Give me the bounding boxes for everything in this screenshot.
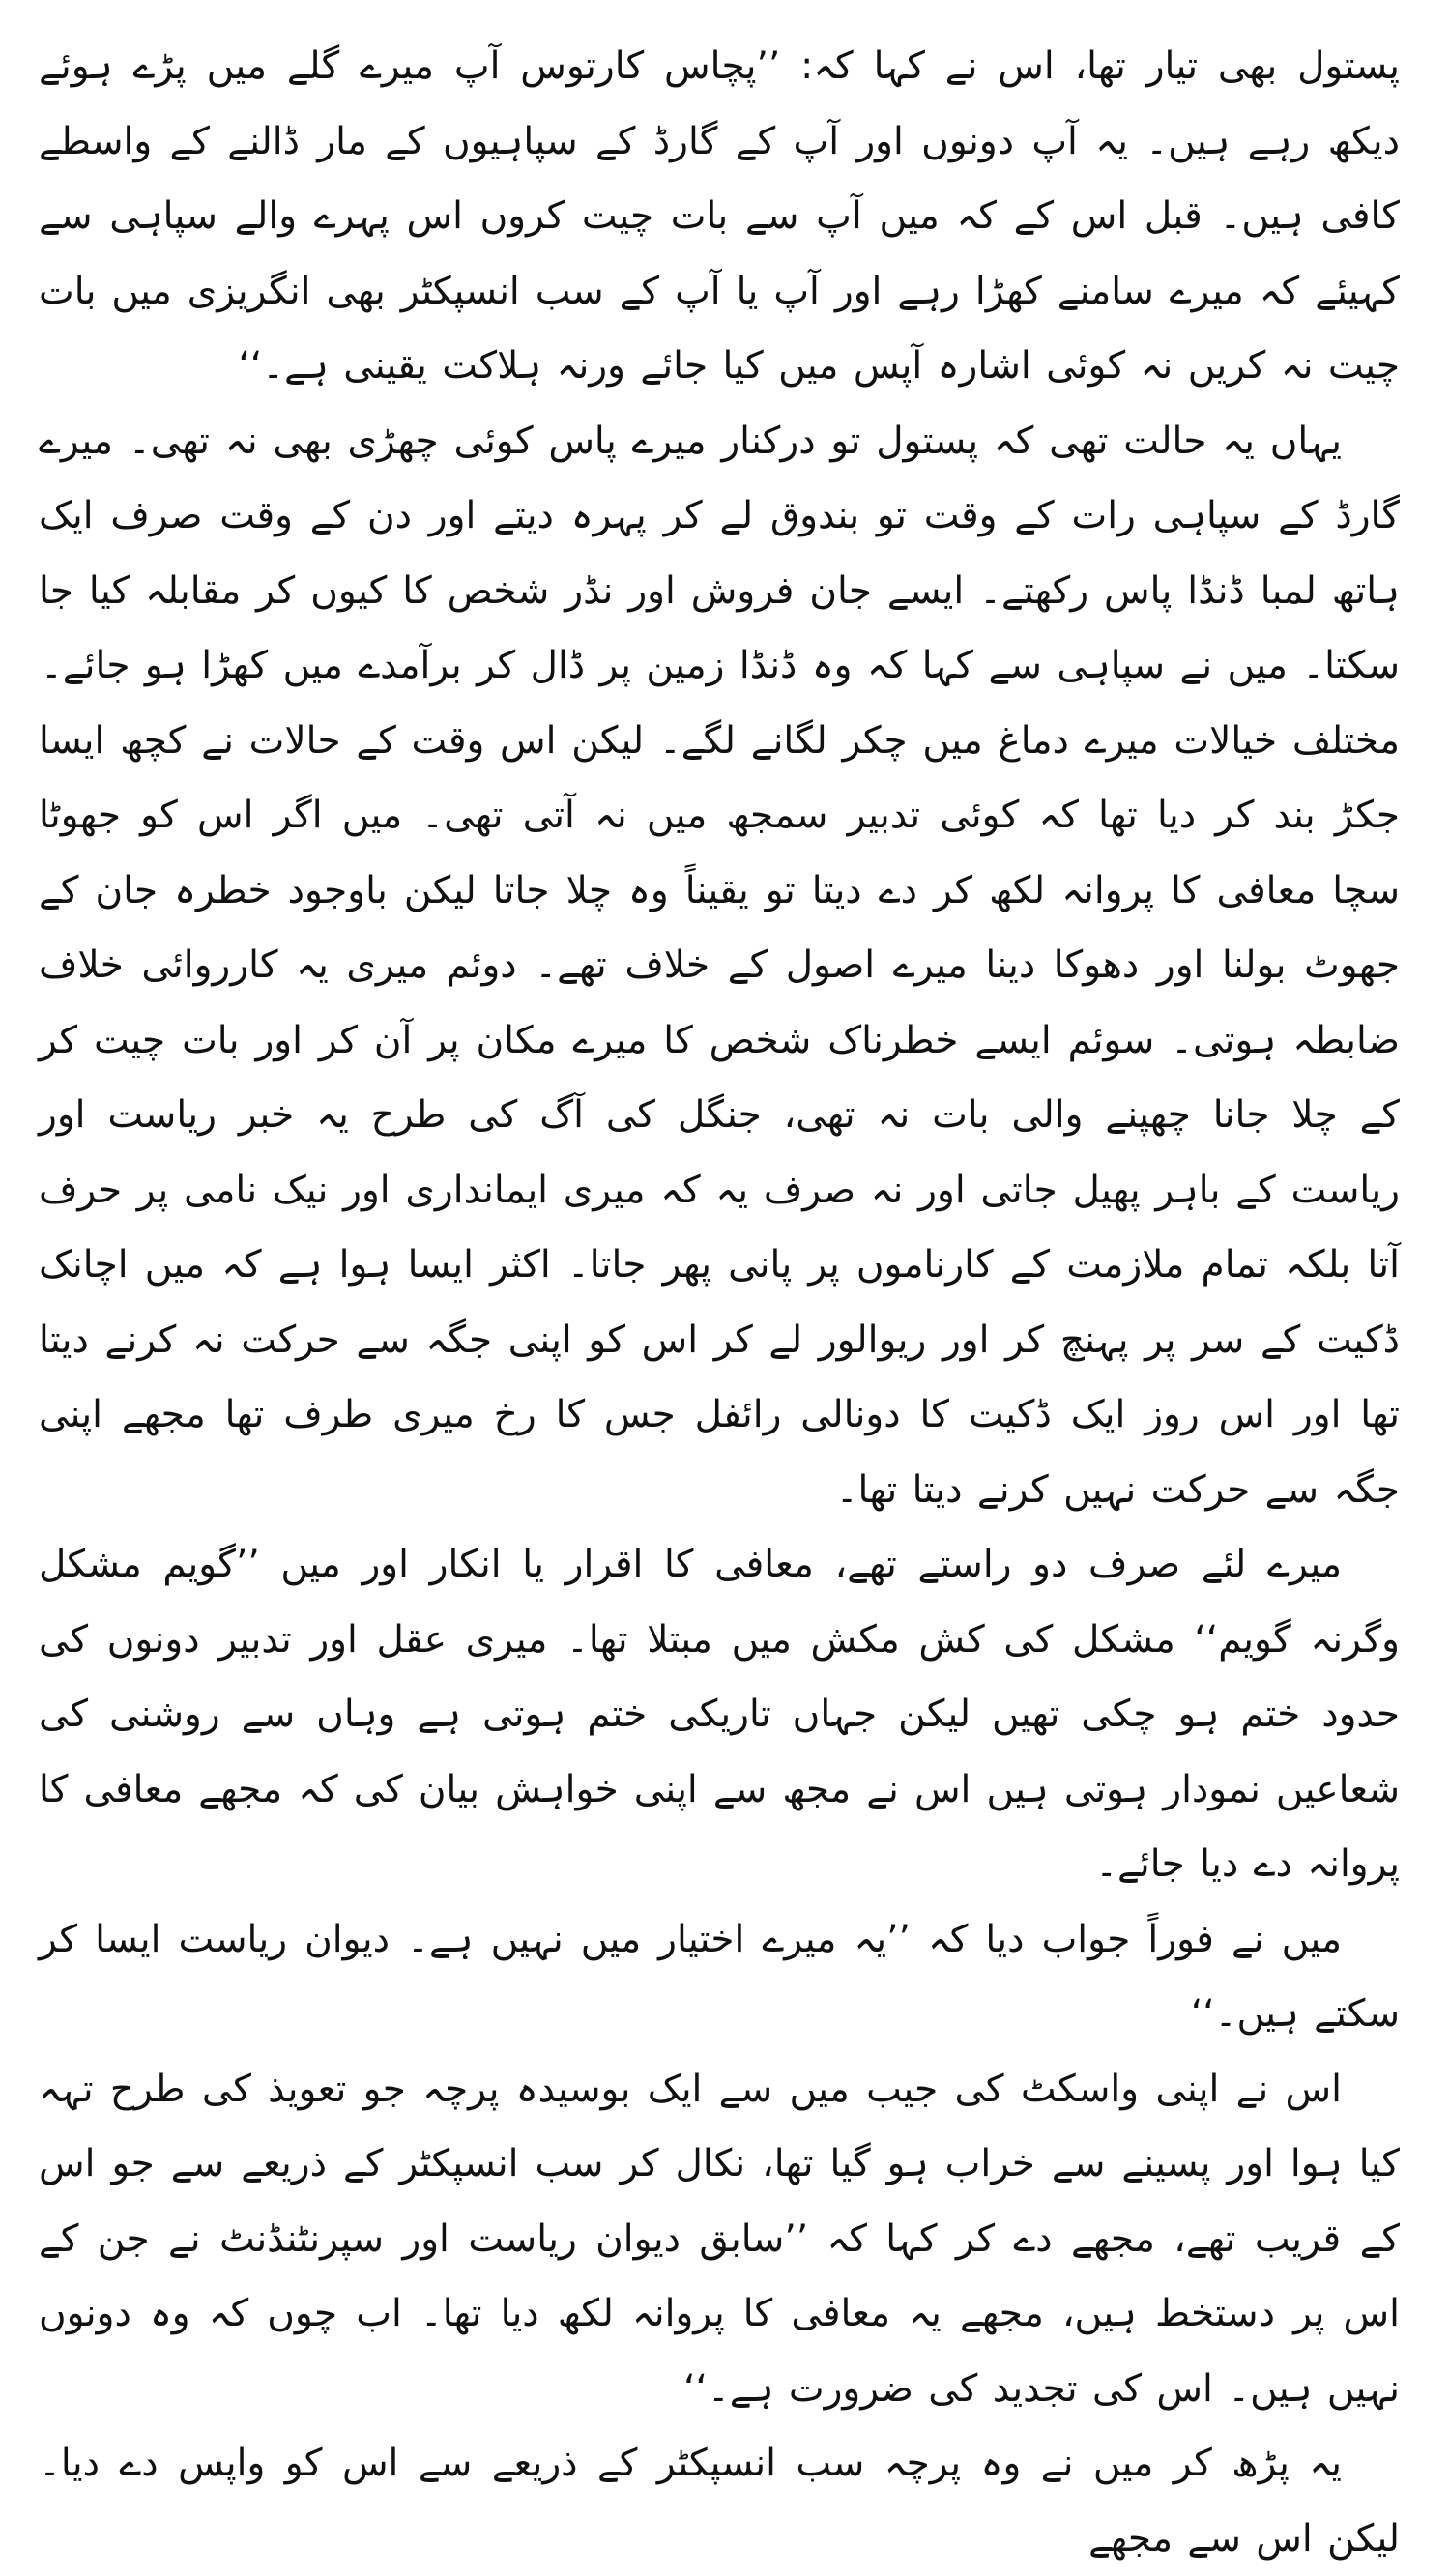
paragraph-4: میرے لئے صرف دو راستے تھے، معافی کا اقرار یا انکار اور میں ’’گویم مشکل وگرنہ گویم‘‘ مشکل کی کش مکش میں مبتلا تھا۔ میری عقل اور تدبیر دونوں کی حدود ختم ہو چکی تھیں لیکن جہاں تاریکی ختم ہوتی ہے وہاں سے روشنی کی شعاعیں نمودار ہوتی ہیں اس نے مجھ سے اپنی خواہش بیان کی کہ مجھے معافی کا پروانہ دے دیا جائے۔ xyxy=(39,1543,1400,1886)
paragraph-1: پستول بھی تیار تھا، اس نے کہا کہ: ’’پچاس کارتوس آپ میرے گلے میں پڑے ہوئے دیکھ رہے ہیں۔ یہ آپ دونوں اور آپ کے گارڈ کے سپاہیوں کے مار ڈالنے کے واسطے کافی ہیں۔ قبل اس کے کہ میں آپ سے بات چیت کروں اس پہرے والے سپاہی سے کہیئے کہ میرے سامنے کھڑا رہے اور آپ یا آپ کے سب انسپکٹر بھی انگریزی میں بات چیت نہ کریں نہ کوئی اشارہ آپس میں کیا جائے ورنہ ہلاکت یقینی ہے۔‘‘ xyxy=(39,44,1400,388)
paragraph-6: اس نے اپنی واسکٹ کی جیب میں سے ایک بوسیدہ پرچہ جو تعویذ کی طرح تہہ کیا ہوا اور پسینے سے خراب ہو گیا تھا، نکال کر سب انسپکٹر کے ذریعے سے جو اس کے قریب تھے، مجھے دے کر کہا کہ ’’سابق دیوان ریاست اور سپرنٹنڈنٹ نے جن کے اس پر دستخط ہیں، مجھے یہ معافی کا پروانہ لکھ دیا تھا۔ اب چوں کہ وہ دونوں نہیں ہیں۔ اس کی تجدید کی ضرورت ہے۔‘‘ xyxy=(39,2067,1400,2411)
paragraph-2: یہاں یہ حالت تھی کہ پستول تو درکنار میرے پاس کوئی چھڑی بھی نہ تھی۔ میرے گارڈ کے سپاہی رات کے وقت تو بندوق لے کر پہرہ دیتے اور دن کے وقت صرف ایک ہاتھ لمبا ڈنڈا پاس رکھتے۔ ایسے جان فروش اور نڈر شخص کا کیوں کر مقابلہ کیا جا سکتا۔ میں نے سپاہی سے کہا کہ وہ ڈنڈا زمین پر ڈال کر برآمدے میں کھڑا ہو جائے۔ xyxy=(39,419,1400,687)
paragraph-7: یہ پڑھ کر میں نے وہ پرچہ سب انسپکٹر کے ذریعے سے اس کو واپس دے دیا۔ لیکن اس سے مجھے xyxy=(39,2442,1400,2561)
paragraph-3: مختلف خیالات میرے دماغ میں چکر لگانے لگے۔ لیکن اس وقت کے حالات نے کچھ ایسا جکڑ بند کر دیا تھا کہ کوئی تدبیر سمجھ میں نہ آتی تھی۔ میں اگر اس کو جھوٹا سچا معافی کا پروانہ لکھ کر دے دیتا تو یقیناً وہ چلا جاتا لیکن باوجود خطرہ جان کے جھوٹ بولنا اور دھوکا دینا میرے اصول کے خلاف تھے۔ دوئم میری یہ کارروائی خلاف ضابطہ ہوتی۔ سوئم ایسے خطرناک شخص کا میرے مکان پر آن کر اور بات چیت کر کے چلا جانا چھپنے والی بات نہ تھی، جنگل کی آگ کی طرح یہ خبر ریاست اور ریاست کے باہر پھیل جاتی اور نہ صرف یہ کہ میری ایمانداری اور نیک نامی پر حرف آتا بلکہ تمام ملازمت کے کارناموں پر پانی پھر جاتا۔ اکثر ایسا ہوا ہے کہ میں اچانک ڈکیت کے سر پر پہنچ کر اور ریوالور لے کر اس کو اپنی جگہ سے حرکت نہ کرنے دیتا تھا اور اس روز ایک ڈکیت کا دونالی رائفل جس کا رخ میری طرف تھا مجھے اپنی جگہ سے حرکت نہیں کرنے دیتا تھا۔ xyxy=(39,718,1400,1512)
paragraph-5: میں نے فوراً جواب دیا کہ ’’یہ میرے اختیار میں نہیں ہے۔ دیوان ریاست ایسا کر سکتے ہیں۔‘‘ xyxy=(39,1917,1400,2036)
